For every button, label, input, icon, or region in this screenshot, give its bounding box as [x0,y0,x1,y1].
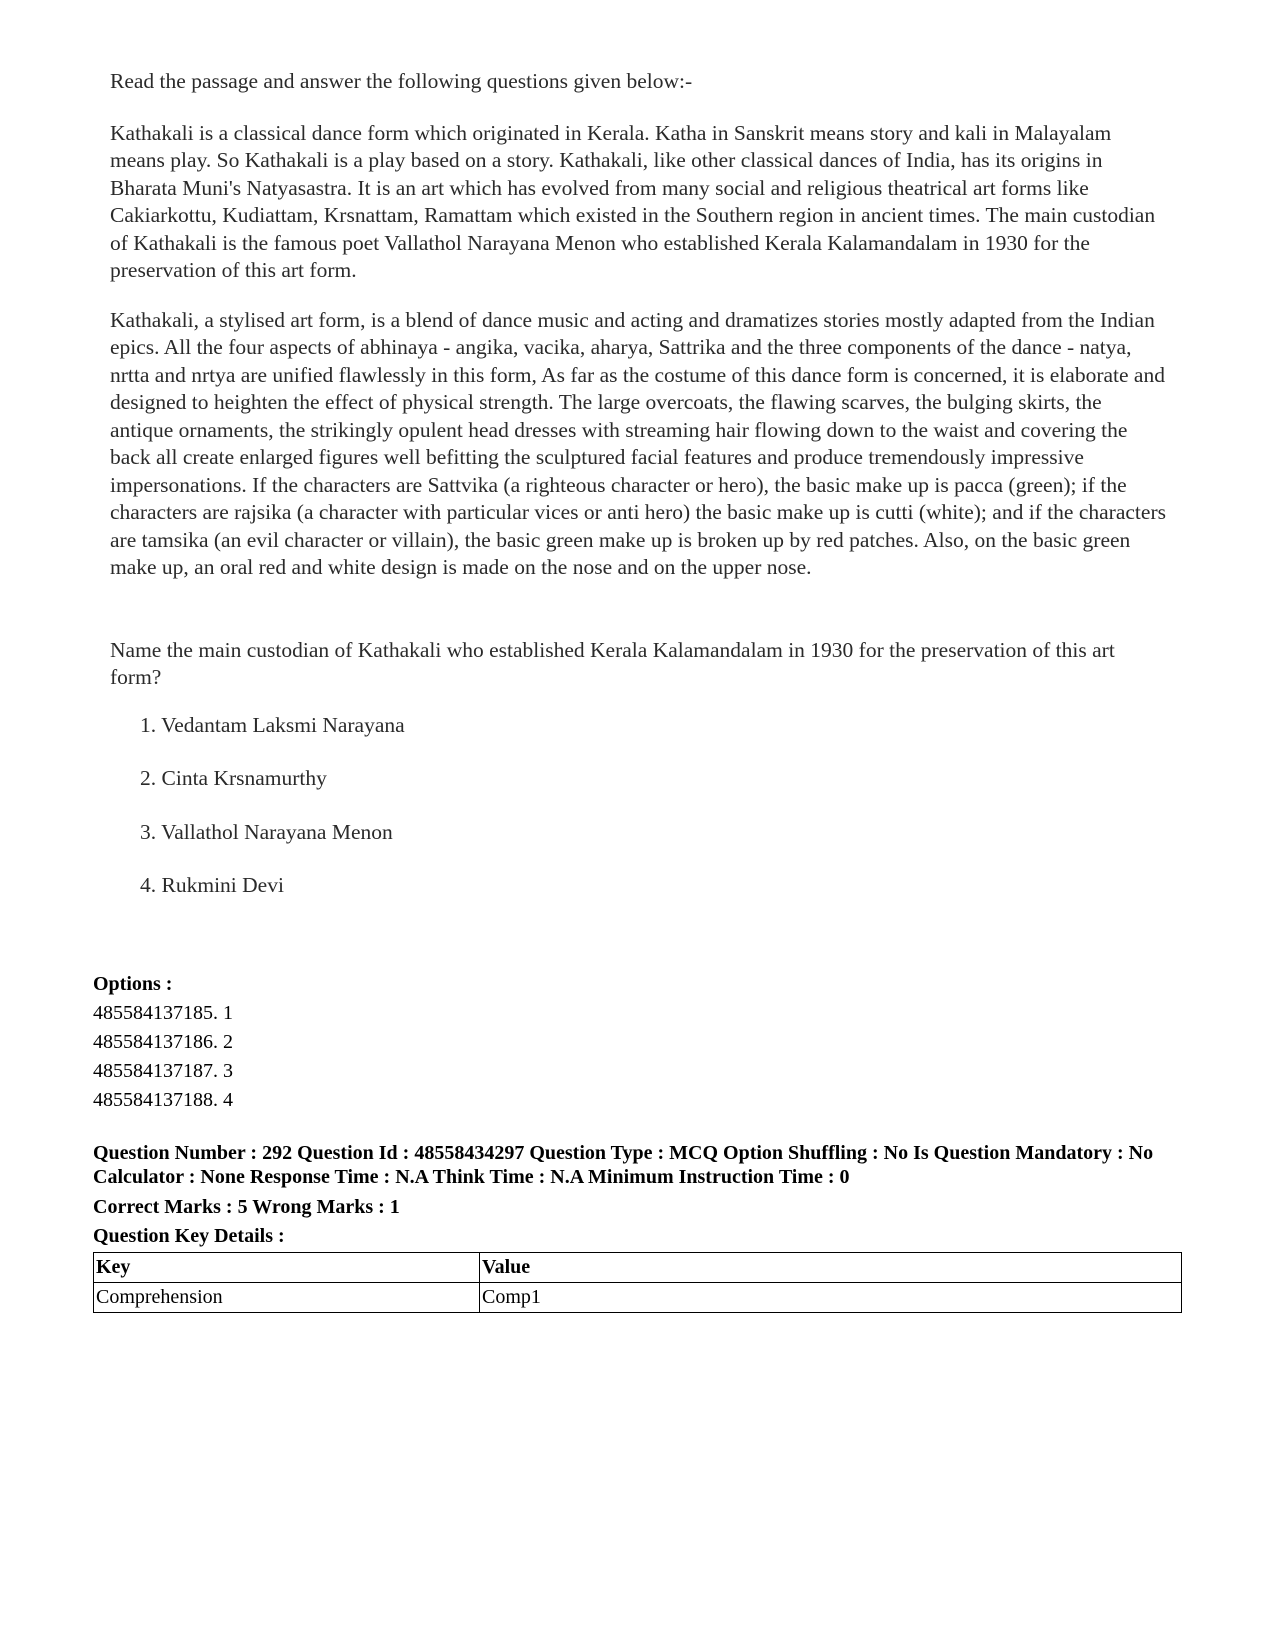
marks-line: Correct Marks : 5 Wrong Marks : 1 [93,1196,400,1218]
table-header-key: Key [94,1253,480,1283]
options-label: Options : [93,973,173,995]
key-details-label: Question Key Details : [93,1225,285,1247]
passage-intro: Read the passage and answer the following questions given below:- [110,69,693,93]
table-cell-value: Comp1 [480,1283,1182,1313]
option-id-item: 485584137188. 4 [93,1089,233,1111]
table-row [94,1283,1182,1313]
question-choices [110,712,1170,900]
key-details-table [93,1252,1182,1313]
choice-item: 2. Cinta Krsnamurthy [140,766,327,790]
option-id-item: 485584137185. 1 [93,1002,233,1024]
question-text: Name the main custodian of Kathakali who established Kerala Kalamandalam in 1930 for the preservation of this art form? [110,637,1115,689]
passage-image-text [110,68,1170,926]
choice-item: 4. Rukmini Devi [140,873,284,897]
option-id-item: 485584137187. 3 [93,1060,233,1082]
option-id-item: 485584137186. 2 [93,1031,233,1053]
choice-item: 1. Vedantam Laksmi Narayana [140,712,405,737]
choice-item: 3. Vallathol Narayana Menon [140,819,393,844]
table-header-value: Value [480,1253,1182,1283]
table-header-row [94,1253,1182,1283]
question-metadata [93,970,1193,1313]
passage-paragraph-1: Kathakali is a classical dance form which originated in Kerala. Katha in Sanskrit means story and kali in Malayalam means play. So Kathakali is a play based on a story. Kathakali, like other classical dances of India, has its origins in Bharata Muni's Natyasastra. It is an art which has evolved from many social and religious theatrical art forms like Cakiarkottu, Kudiattam, Krsnattam, Ramattam which existed in the Southern region in ancient times. The main custodian of Kathakali is the famous poet Vallathol Narayana Menon who established Kerala Kalamandalam in 1930 for the preservation of this art form. [110,120,1156,282]
passage-paragraph-2: Kathakali, a stylised art form, is a blend of dance music and acting and dramatizes stories mostly adapted from the Indian epics. All the four aspects of abhinaya - angika, vacika, aharya, Sattrika and the three components of the dance - natya, nrtta and nrtya are unified flawlessly in this form, As far as the costume of this dance form is concerned, it is elaborate and designed to heighten the effect of physical strength. The large overcoats, the flawing scarves, the bulging skirts, the antique ornaments, the strikingly opulent head dresses with streaming hair flowing down to the waist and covering the back all create enlarged figures well befitting the sculptured facial features and produce tremendously impressive impersonations. If the characters are Sattvika (a righteous character or hero), the basic make up is pacca (green); if the characters are rajsika (a character with particular vices or anti hero) the basic make up is cutti (white); and if the characters are tamsika (an evil character or villain), the basic green make up is broken up by red patches. Also, on the basic green make up, an oral red and white design is made on the nose and on the upper nose. [110,307,1166,579]
question-info-line: Question Number : 292 Question Id : 48558434297 Question Type : MCQ Option Shuffling : No Is Question Mandatory : No Calculator : None Response Time : N.A Think Time : N.A Minimum Instruction Time : 0 [93,1142,1154,1188]
table-cell-key: Comprehension [94,1283,480,1313]
